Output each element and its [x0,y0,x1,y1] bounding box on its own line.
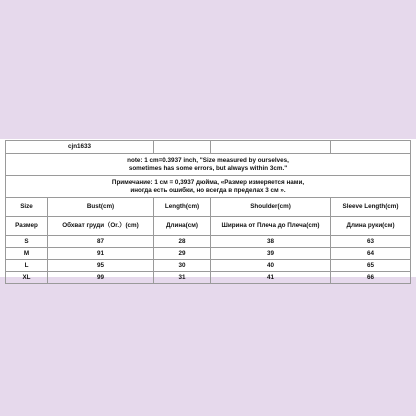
shoulder-cell: 41 [211,272,331,284]
shoulder-cell: 38 [211,236,331,248]
header-sleeve-length: Sleeve Length(cm) [331,198,411,217]
header-shoulder-ru: Ширина от Плеча до Плеча(cm) [211,217,331,236]
length-cell: 30 [154,260,211,272]
shoulder-cell: 40 [211,260,331,272]
empty-cell [154,141,211,154]
header-size-ru: Размер [6,217,48,236]
table-row [6,260,411,272]
table-row [6,272,411,284]
length-cell: 28 [154,236,211,248]
size-chart-table [5,140,411,284]
sleeve-length-cell: 63 [331,236,411,248]
note-ru-row [6,176,411,198]
empty-cell [331,141,411,154]
note-en-line: note: 1 cm=0.3937 inch, "Size measured by ourselves, [127,156,289,164]
size-chart-sheet [0,139,416,281]
table-row [6,248,411,260]
header-shoulder: Shoulder(cm) [211,198,331,217]
length-cell: 31 [154,272,211,284]
length-cell: 29 [154,248,211,260]
header-bust-ru: Обхват груди（Or.）(cm) [48,217,154,236]
bust-cell: 95 [48,260,154,272]
size-cell: XL [6,272,48,284]
note-ru-line: иногда есть ошибки, но всегда в пределах 3 см ». [130,186,286,194]
note-en [6,154,411,176]
header-bust: Bust(cm) [48,198,154,217]
header-length: Length(cm) [154,198,211,217]
bust-cell: 99 [48,272,154,284]
sleeve-length-cell: 65 [331,260,411,272]
header-row-en [6,198,411,217]
empty-cell [211,141,331,154]
table-row [6,236,411,248]
note-ru-line: Примечание: 1 см = 0,3937 дюйма, «Размер измеряется нами, [111,178,305,186]
header-length-ru: Длина(см) [154,217,211,236]
header-size: Size [6,198,48,217]
sleeve-length-cell: 66 [331,272,411,284]
note-en-line: sometimes has some errors, but always within 3cm." [128,164,288,172]
note-ru [6,176,411,198]
header-sleeve-length-ru: Длина руки(см) [331,217,411,236]
bust-cell: 87 [48,236,154,248]
header-row-ru [6,217,411,236]
product-code-row [6,141,411,154]
sleeve-length-cell: 64 [331,248,411,260]
shoulder-cell: 39 [211,248,331,260]
size-cell: L [6,260,48,272]
size-cell: S [6,236,48,248]
note-en-row [6,154,411,176]
product-code: cjn1633 [6,141,154,154]
size-cell: M [6,248,48,260]
bust-cell: 91 [48,248,154,260]
